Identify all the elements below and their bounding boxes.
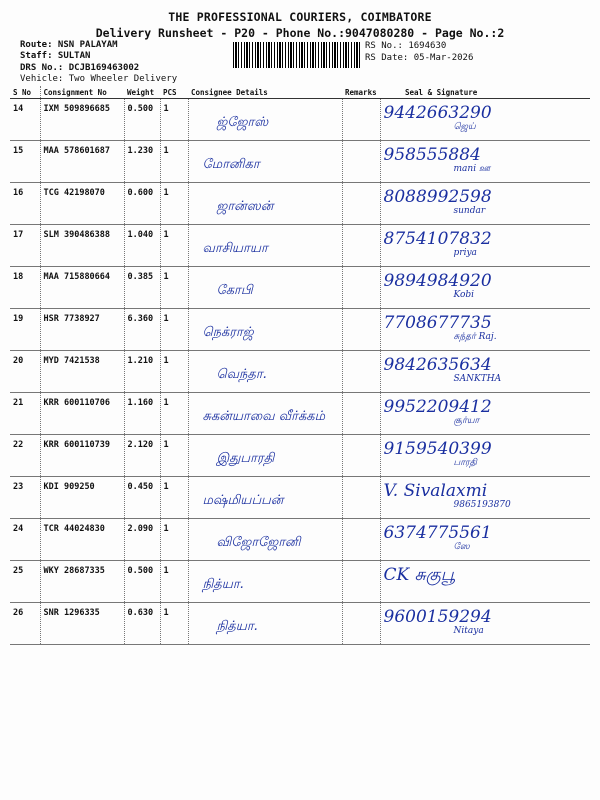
row-remarks [342,141,380,183]
row-weight: 1.210 [124,351,160,393]
row-consignee-details [188,99,342,141]
handwritten-signature [384,524,588,552]
row-remarks [342,603,380,645]
col-sno: S No [10,86,40,99]
row-pcs: 1 [160,435,188,477]
row-consignee-details [188,225,342,267]
row-sno: 22 [10,435,40,477]
row-signature [380,141,590,183]
drs-label: DRS No.: DCJB169463002 [20,63,140,73]
row-weight: 1.230 [124,141,160,183]
handwritten-name: விஜோஜோனி [216,535,301,550]
row-consignment: MAA 578601687 [40,141,124,183]
handwritten-name: ஜான்ஸன் [216,199,274,214]
signature-phone: 9894984920 [383,271,492,291]
row-pcs: 1 [160,141,188,183]
signature-note: sundar [453,206,486,216]
handwritten-name: நித்யா. [216,619,258,634]
row-sno: 20 [10,351,40,393]
row-consignee-details [188,267,342,309]
handwritten-name: கோபி [216,283,253,298]
table-row [10,267,590,309]
row-pcs: 1 [160,519,188,561]
row-consignee-details [188,393,342,435]
runsheet-subtitle: Delivery Runsheet - P20 - Phone No.:9047080280 - Page No.:2 [95,26,505,40]
signature-phone: 9600159294 [383,607,492,627]
signature-phone: 9952209412 [383,397,492,417]
row-consignment: MAA 715880664 [40,267,124,309]
row-sno: 17 [10,225,40,267]
staff-label: Staff: SULTAN [20,51,91,61]
table-row [10,603,590,645]
col-pcs: PCS [160,86,188,99]
row-weight: 1.040 [124,225,160,267]
row-consignee-details [188,519,342,561]
signature-note: priya [453,248,477,258]
handwritten-signature [384,188,588,216]
row-pcs: 1 [160,393,188,435]
rs-date: RS Date: 05-Mar-2026 [365,53,474,63]
signature-phone: CK சுகுபூ [383,565,456,585]
signature-phone: 9159540399 [383,439,492,459]
row-pcs: 1 [160,183,188,225]
row-consignment: TCG 42198070 [40,183,124,225]
row-consignee-details [188,435,342,477]
col-remarks: Remarks [342,86,380,99]
row-signature [380,477,590,519]
row-sno: 15 [10,141,40,183]
row-signature [380,561,590,603]
col-consignment: Consignment No [40,86,124,99]
row-consignment: WKY 28687335 [40,561,124,603]
route-label: Route: NSN PALAYAM [20,40,118,50]
signature-note: SANKTHA [453,374,502,384]
row-sno: 19 [10,309,40,351]
table-row [10,519,590,561]
row-weight: 0.450 [124,477,160,519]
company-title: THE PROFESSIONAL COURIERS, COIMBATORE [168,10,432,24]
row-pcs: 1 [160,477,188,519]
signature-phone: 6374775561 [383,523,492,543]
table-row [10,183,590,225]
row-signature [380,225,590,267]
row-consignment: KRR 600110706 [40,393,124,435]
signature-note: சூர்யா [453,416,480,426]
row-consignee-details [188,477,342,519]
row-pcs: 1 [160,561,188,603]
vehicle-label: Vehicle: Two Wheeler Delivery [20,74,178,84]
delivery-table [10,86,590,645]
signature-note: mani ஊ [453,164,491,174]
row-consignee-details [188,603,342,645]
row-signature [380,309,590,351]
row-signature [380,603,590,645]
table-row [10,141,590,183]
table-row [10,435,590,477]
row-signature [380,393,590,435]
row-remarks [342,477,380,519]
row-signature [380,351,590,393]
signature-phone: 9442663290 [383,103,492,123]
row-weight: 6.360 [124,309,160,351]
row-consignee-details [188,351,342,393]
row-consignee-details [188,141,342,183]
handwritten-name: நித்யா. [202,577,244,592]
row-consignment: SNR 1296335 [40,603,124,645]
signature-note: ஜெய் [453,122,476,132]
row-signature [380,519,590,561]
signature-phone: V. Sivalaxmi [383,481,488,501]
row-signature [380,435,590,477]
signature-phone: 8088992598 [383,187,492,207]
row-remarks [342,561,380,603]
row-sno: 25 [10,561,40,603]
row-consignee-details [188,561,342,603]
row-signature [380,183,590,225]
col-seal: Seal & Signature [380,86,590,99]
handwritten-signature [384,398,588,426]
row-pcs: 1 [160,267,188,309]
table-row [10,225,590,267]
handwritten-signature [384,314,588,342]
table-row [10,99,590,141]
signature-phone: 8754107832 [383,229,492,249]
row-signature [380,99,590,141]
row-pcs: 1 [160,351,188,393]
row-remarks [342,225,380,267]
row-sno: 23 [10,477,40,519]
row-weight: 2.090 [124,519,160,561]
handwritten-signature [384,230,588,258]
col-details: Consignee Details [188,86,342,99]
signature-note: 9865193870 [453,500,511,510]
signature-note: ஸே [453,542,470,552]
handwritten-name: மோனிகா [202,157,260,172]
row-remarks [342,309,380,351]
row-weight: 0.630 [124,603,160,645]
table-row [10,477,590,519]
row-pcs: 1 [160,603,188,645]
row-weight: 0.385 [124,267,160,309]
signature-note: சுந்தர் Raj. [453,332,497,342]
handwritten-signature [384,104,588,132]
row-remarks [342,99,380,141]
row-pcs: 1 [160,309,188,351]
handwritten-signature [384,608,588,636]
col-weight: Weight [124,86,160,99]
handwritten-signature [384,440,588,468]
row-signature [380,267,590,309]
handwritten-signature [384,146,588,174]
row-pcs: 1 [160,99,188,141]
row-consignment: MYD 7421538 [40,351,124,393]
signature-note: Kobi [453,290,475,300]
row-sno: 26 [10,603,40,645]
table-row [10,309,590,351]
handwritten-signature [384,272,588,300]
row-pcs: 1 [160,225,188,267]
row-consignment: SLM 390486388 [40,225,124,267]
row-remarks [342,351,380,393]
signature-note: பாரதி [453,458,477,468]
row-weight: 0.500 [124,99,160,141]
row-remarks [342,267,380,309]
handwritten-signature [384,566,588,584]
table-row [10,393,590,435]
handwritten-signature [384,356,588,384]
row-weight: 0.500 [124,561,160,603]
handwritten-name: ஜ்ஜோஸ் [216,115,269,130]
row-sno: 21 [10,393,40,435]
barcode-image [233,42,360,68]
row-consignee-details [188,183,342,225]
row-sno: 16 [10,183,40,225]
row-remarks [342,393,380,435]
handwritten-name: நெக்ராஜ் [202,325,254,340]
row-sno: 14 [10,99,40,141]
handwritten-name: மஷ்மியப்பன் [202,493,284,508]
signature-note: Nitaya [453,626,484,636]
row-weight: 2.120 [124,435,160,477]
row-consignee-details [188,309,342,351]
row-consignment: KDI 909250 [40,477,124,519]
table-row [10,561,590,603]
row-weight: 0.600 [124,183,160,225]
signature-phone: 958555884 [383,145,481,165]
row-remarks [342,435,380,477]
row-consignment: TCR 44024830 [40,519,124,561]
signature-phone: 9842635634 [383,355,492,375]
table-header-row [10,86,590,99]
handwritten-name: வாசியாயா [202,241,268,256]
handwritten-name: வெந்தா. [216,367,267,382]
signature-phone: 7708677735 [383,313,492,333]
row-consignment: KRR 600110739 [40,435,124,477]
table-row [10,351,590,393]
rs-number: RS No.: 1694630 [365,41,447,51]
row-consignment: HSR 7738927 [40,309,124,351]
row-remarks [342,519,380,561]
row-sno: 18 [10,267,40,309]
handwritten-name: இதுபாரதி [216,451,275,466]
row-sno: 24 [10,519,40,561]
row-consignment: IXM 509896685 [40,99,124,141]
handwritten-signature [384,482,588,510]
row-remarks [342,183,380,225]
handwritten-name: சுகன்யாவை வீர்க்கம் [202,409,326,424]
row-weight: 1.160 [124,393,160,435]
